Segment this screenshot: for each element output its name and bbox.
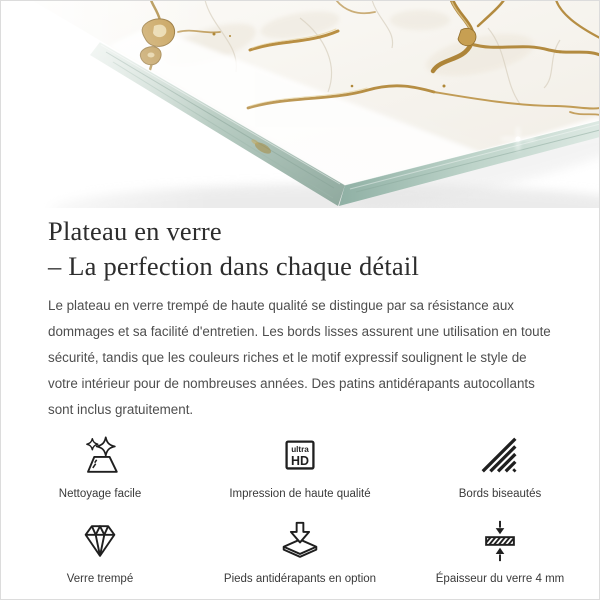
feature-item <box>400 433 600 500</box>
feature-label: Impression de haute qualité <box>229 488 371 500</box>
feature-item <box>0 518 200 585</box>
diamond-icon <box>77 518 123 564</box>
feature-item <box>0 433 200 500</box>
glass-panel-illustration <box>0 0 600 208</box>
ultra-hd-text-bottom: HD <box>291 454 309 469</box>
beveled-edge-icon <box>477 433 523 479</box>
sparkle-clean-icon <box>77 433 123 479</box>
page-title <box>48 214 600 284</box>
feature-label: Épaisseur du verre 4 mm <box>435 573 565 585</box>
feature-label: Nettoyage facile <box>58 488 142 500</box>
feature-label: Pieds antidérapants en option <box>223 573 377 585</box>
feature-label: Verre trempé <box>66 573 134 585</box>
feature-item <box>400 518 600 585</box>
glass-thickness-icon <box>477 518 523 564</box>
feature-label: Bords biseautés <box>458 488 542 500</box>
page-title-line-1: Plateau en verre <box>48 216 222 246</box>
hero-image <box>0 0 600 208</box>
ultra-hd-icon <box>277 433 323 479</box>
feature-grid <box>0 433 600 585</box>
description-paragraph: Le plateau en verre trempé de haute qualité se distingue par sa résistance aux dommages et sa facilité d'entretien. Les bords lisses assurent une utilisation en toute sécurité, tandis que les couleurs riches et le motif expressif soulignent le style de votre intérieur pour de nombreuses années. Des patins antidérapants autocollants sont inclus gratuitement. <box>48 298 551 417</box>
feature-item <box>200 433 400 500</box>
anti-slip-feet-icon <box>277 518 323 564</box>
page-title-line-2: – La perfection dans chaque détail <box>48 251 420 281</box>
ultra-hd-text-top: ultra <box>291 445 309 455</box>
feature-item <box>200 518 400 585</box>
